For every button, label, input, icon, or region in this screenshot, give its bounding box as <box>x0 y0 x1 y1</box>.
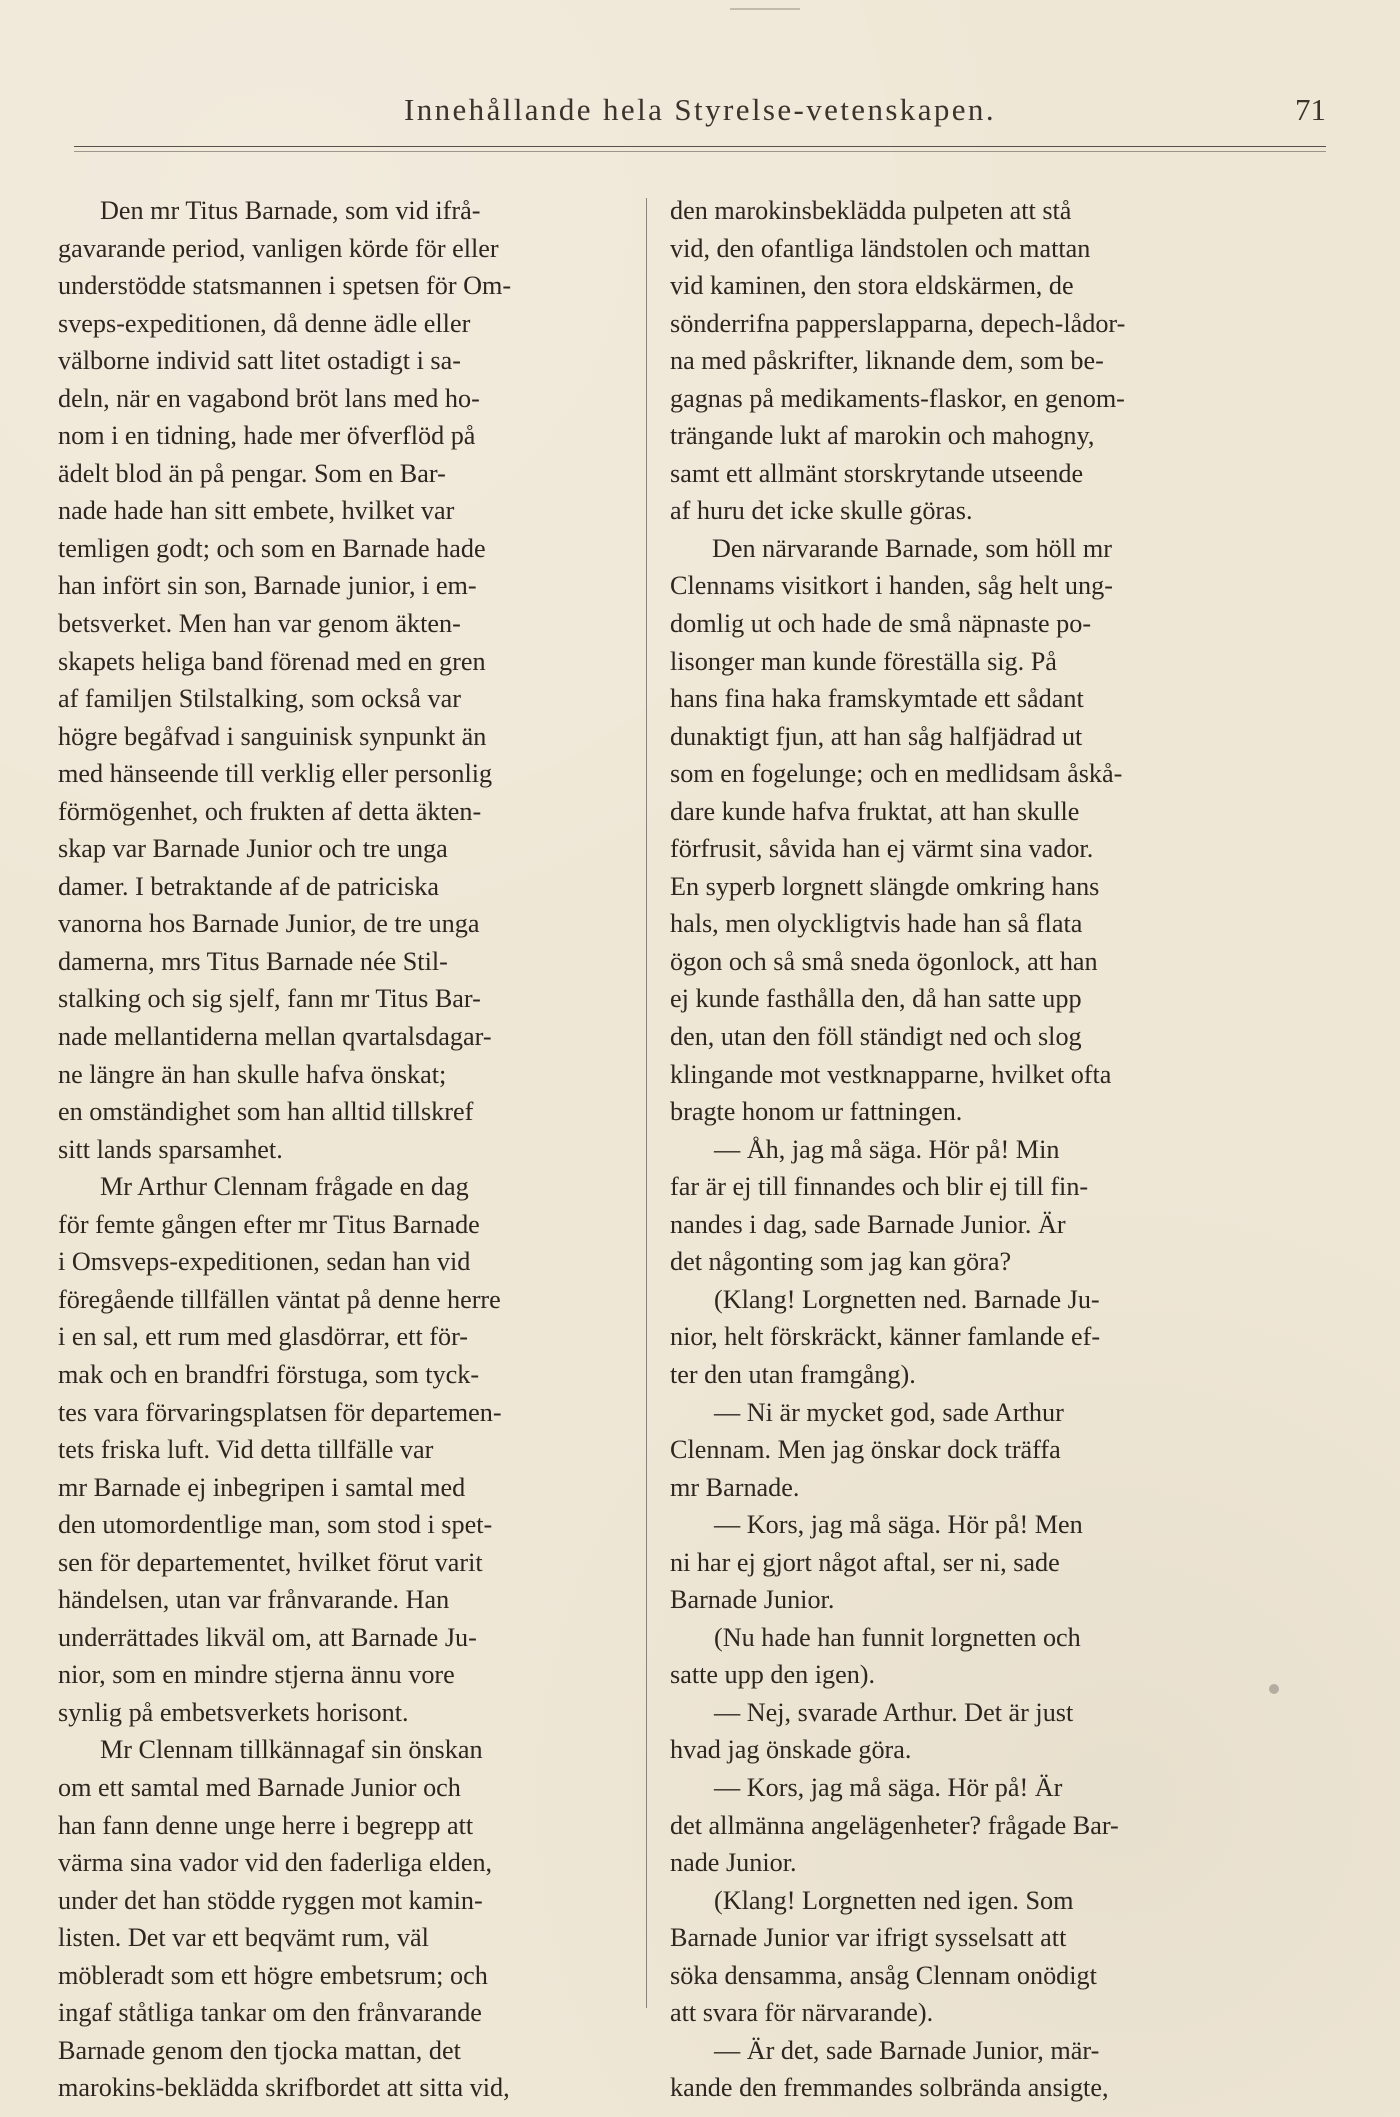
text-line-right-9: af huru det icke skulle göras. <box>670 496 973 526</box>
text-line-right-12: domlig ut och hade de små näpnaste po- <box>670 609 1092 639</box>
text-line-right-6: gagnas på medikaments-flaskor, en genom- <box>670 383 1125 413</box>
text-line-left-47: listen. Det var ett beqvämt rum, väl <box>58 1923 429 1953</box>
text-line-right-1: den marokinsbeklädda pulpeten att stå <box>670 196 1072 225</box>
text-line-left-11: han infört sin son, Barnade junior, i em- <box>58 571 477 601</box>
text-line-left-26: sitt lands sparsamhet. <box>58 1134 283 1164</box>
page-header <box>74 92 1326 140</box>
text-line-left-15: högre begåfvad i sanguinisk synpunkt än <box>58 721 487 751</box>
text-line-right-5: na med påskrifter, liknande dem, som be- <box>670 346 1104 376</box>
text-line-left-13: skapets heliga band förenad med en gren <box>58 646 486 676</box>
text-line-right-15: dunaktigt fjun, att han såg halfjädrad ut <box>670 721 1083 751</box>
text-line-right-20: hals, men olyckligtvis hade han så flata <box>670 909 1083 939</box>
text-line-left-4: sveps-expeditionen, då denne ädle eller <box>58 308 471 338</box>
text-line-right-51: kande den fremmandes solbrända ansigte, <box>670 2073 1109 2103</box>
text-line-left-43: om ett samtal med Barnade Junior och <box>58 1772 461 1802</box>
text-line-right-28: nandes i dag, sade Barnade Junior. Är <box>670 1209 1066 1239</box>
text-line-left-20: vanorna hos Barnade Junior, de tre unga <box>58 909 480 939</box>
text-line-right-31: nior, helt förskräckt, känner famlande ef- <box>670 1322 1101 1352</box>
text-line-right-43: — Kors, jag må säga. Hör på! Är <box>714 1772 1063 1802</box>
text-line-left-22: stalking och sig sjelf, fann mr Titus Bar- <box>58 984 481 1014</box>
text-line-right-37: ni har ej gjort något aftal, ser ni, sade <box>670 1547 1060 1577</box>
text-line-left-34: tets friska luft. Vid detta tillfälle var <box>58 1435 434 1465</box>
text-line-left-37: sen för departementet, hvilket förut varit <box>58 1547 483 1577</box>
text-line-right-45: nade Junior. <box>670 1848 797 1878</box>
text-line-left-48: möbleradt som ett högre embetsrum; och <box>58 1960 488 1990</box>
text-line-right-18: förfrusit, såvida han ej värmt sina vador. <box>670 834 1094 864</box>
text-line-right-38: Barnade Junior. <box>670 1585 835 1615</box>
text-line-right-11: Clennams visitkort i handen, såg helt ung- <box>670 571 1113 601</box>
text-line-right-24: klingande mot vestknapparne, hvilket ofta <box>670 1059 1112 1089</box>
text-line-left-25: en omständighet som han alltid tillskref <box>58 1097 474 1127</box>
text-line-right-21: ögon och så små sneda ögonlock, att han <box>670 946 1098 976</box>
left-text-column <box>58 192 614 2107</box>
text-line-right-7: trängande lukt af marokin och mahogny, <box>670 421 1095 451</box>
page-number: 71 <box>1295 92 1326 127</box>
text-line-right-47: Barnade Junior var ifrigt sysselsatt att <box>670 1923 1067 1953</box>
text-line-left-30: föregående tillfällen väntat på denne herre <box>58 1284 501 1314</box>
text-line-left-36: den utomordentlige man, som stod i spet- <box>58 1510 493 1540</box>
text-line-right-40: satte upp den igen). <box>670 1660 876 1690</box>
text-line-right-23: den, utan den föll ständigt ned och slog <box>670 1022 1082 1052</box>
text-line-right-8: samt ett allmänt storskrytande utseende <box>670 458 1084 488</box>
text-line-right-25: bragte honom ur fattningen. <box>670 1097 963 1127</box>
text-line-right-29: det någonting som jag kan göra? <box>670 1247 1012 1277</box>
column-divider <box>646 198 647 2008</box>
text-line-left-2: gavarande period, vanligen körde för eller <box>58 233 499 263</box>
text-line-left-24: ne längre än han skulle hafva önskat; <box>58 1059 447 1089</box>
text-line-left-12: betsverket. Men han var genom äkten- <box>58 609 461 639</box>
text-line-left-14: af familjen Stilstalking, som också var <box>58 684 461 714</box>
text-line-left-7: nom i en tidning, hade mer öfverflöd på <box>58 421 476 451</box>
text-line-left-18: skap var Barnade Junior och tre unga <box>58 834 448 864</box>
text-line-left-6: deln, när en vagabond bröt lans med ho- <box>58 383 480 413</box>
text-line-right-17: dare kunde hafva fruktat, att han skulle <box>670 796 1080 826</box>
text-line-left-46: under det han stödde ryggen mot kamin- <box>58 1885 483 1915</box>
text-line-right-35: mr Barnade. <box>670 1472 800 1502</box>
text-line-left-51: marokins-beklädda skrifbordet att sitta vid, <box>58 2073 510 2103</box>
text-line-left-32: mak och en brandfri förstuga, som tyck- <box>58 1359 480 1389</box>
text-line-right-41: — Nej, svarade Arthur. Det är just <box>714 1697 1074 1727</box>
text-line-left-40: nior, som en mindre stjerna ännu vore <box>58 1660 455 1690</box>
text-line-right-36: — Kors, jag må säga. Hör på! Men <box>714 1510 1083 1540</box>
text-line-left-1: Den mr Titus Barnade, som vid ifrå- <box>100 196 481 225</box>
text-line-right-32: ter den utan framgång). <box>670 1359 916 1389</box>
text-line-left-35: mr Barnade ej inbegripen i samtal med <box>58 1472 466 1502</box>
text-line-right-22: ej kunde fasthålla den, då han satte upp <box>670 984 1082 1014</box>
text-line-right-49: att svara för närvarande). <box>670 1998 934 2028</box>
text-line-right-30: (Klang! Lorgnetten ned. Barnade Ju- <box>714 1284 1100 1314</box>
text-line-right-4: sönderrifna papperslapparna, depech-lådor- <box>670 308 1126 338</box>
text-line-left-28: för femte gången efter mr Titus Barnade <box>58 1209 480 1239</box>
text-line-right-39: (Nu hade han funnit lorgnetten och <box>714 1622 1081 1652</box>
text-line-left-27: Mr Arthur Clennam frågade en dag <box>100 1172 469 1202</box>
text-line-left-9: nade hade han sitt embete, hvilket var <box>58 496 455 526</box>
header-rule-bottom <box>74 151 1326 152</box>
text-line-left-41: synlig på embetsverkets horisont. <box>58 1697 409 1727</box>
text-line-right-50: — Är det, sade Barnade Junior, mär- <box>714 2035 1100 2065</box>
text-line-right-33: — Ni är mycket god, sade Arthur <box>714 1397 1064 1427</box>
text-line-right-26: — Åh, jag må säga. Hör på! Min <box>714 1134 1060 1164</box>
text-line-left-31: i en sal, ett rum med glasdörrar, ett för- <box>58 1322 469 1352</box>
text-line-left-42: Mr Clennam tillkännagaf sin önskan <box>100 1735 483 1765</box>
text-line-left-8: ädelt blod än på pengar. Som en Bar- <box>58 458 446 488</box>
running-title: Innehållande hela Styrelse-vetenskapen. <box>404 92 996 127</box>
text-line-right-14: hans fina haka framskymtade ett sådant <box>670 684 1084 714</box>
text-line-left-23: nade mellantiderna mellan qvartalsdagar- <box>58 1022 492 1052</box>
text-line-right-2: vid, den ofantliga ländstolen och mattan <box>670 233 1091 263</box>
text-line-left-33: tes vara förvaringsplatsen för departemen- <box>58 1397 502 1427</box>
right-text-column <box>670 192 1234 2107</box>
text-line-left-45: värma sina vador vid den faderliga elden, <box>58 1848 493 1878</box>
text-line-right-10: Den närvarande Barnade, som höll mr <box>712 533 1112 563</box>
text-line-right-27: far är ej till finnandes och blir ej till fin- <box>670 1172 1089 1202</box>
ink-spot <box>1269 1684 1279 1694</box>
text-line-left-17: förmögenhet, och frukten af detta äkten- <box>58 796 482 826</box>
text-line-right-46: (Klang! Lorgnetten ned igen. Som <box>714 1885 1074 1915</box>
header-rule-top <box>74 146 1326 147</box>
text-line-right-34: Clennam. Men jag önskar dock träffa <box>670 1435 1061 1465</box>
text-line-right-42: hvad jag önskade göra. <box>670 1735 912 1765</box>
text-line-left-10: temligen godt; och som en Barnade hade <box>58 533 486 563</box>
text-line-left-50: Barnade genom den tjocka mattan, det <box>58 2035 461 2065</box>
text-line-right-13: lisonger man kunde föreställa sig. På <box>670 646 1057 676</box>
text-line-left-19: damer. I betraktande af de patriciska <box>58 871 439 901</box>
text-line-left-3: understödde statsmannen i spetsen för Om- <box>58 271 512 301</box>
text-line-left-38: händelsen, utan var frånvarande. Han <box>58 1585 450 1615</box>
paper-wear-mark <box>730 8 800 10</box>
text-line-left-29: i Omsveps-expeditionen, sedan han vid <box>58 1247 471 1277</box>
text-line-right-44: det allmänna angelägenheter? frågade Bar- <box>670 1810 1119 1840</box>
text-line-left-49: ingaf ståtliga tankar om den frånvarande <box>58 1998 482 2028</box>
text-line-left-44: han fann denne unge herre i begrepp att <box>58 1810 474 1840</box>
text-line-left-16: med hänseende till verklig eller personlig <box>58 759 493 789</box>
text-line-right-48: söka densamma, ansåg Clennam onödigt <box>670 1960 1097 1990</box>
text-line-right-19: En syperb lorgnett slängde omkring hans <box>670 871 1100 901</box>
text-line-left-39: underrättades likväl om, att Barnade Ju- <box>58 1622 477 1652</box>
text-line-left-5: välborne individ satt litet ostadigt i sa- <box>58 346 461 376</box>
text-line-right-16: som en fogelunge; och en medlidsam åskå- <box>670 759 1123 789</box>
text-line-right-3: vid kaminen, den stora eldskärmen, de <box>670 271 1074 301</box>
text-line-left-21: damerna, mrs Titus Barnade née Stil- <box>58 946 448 976</box>
